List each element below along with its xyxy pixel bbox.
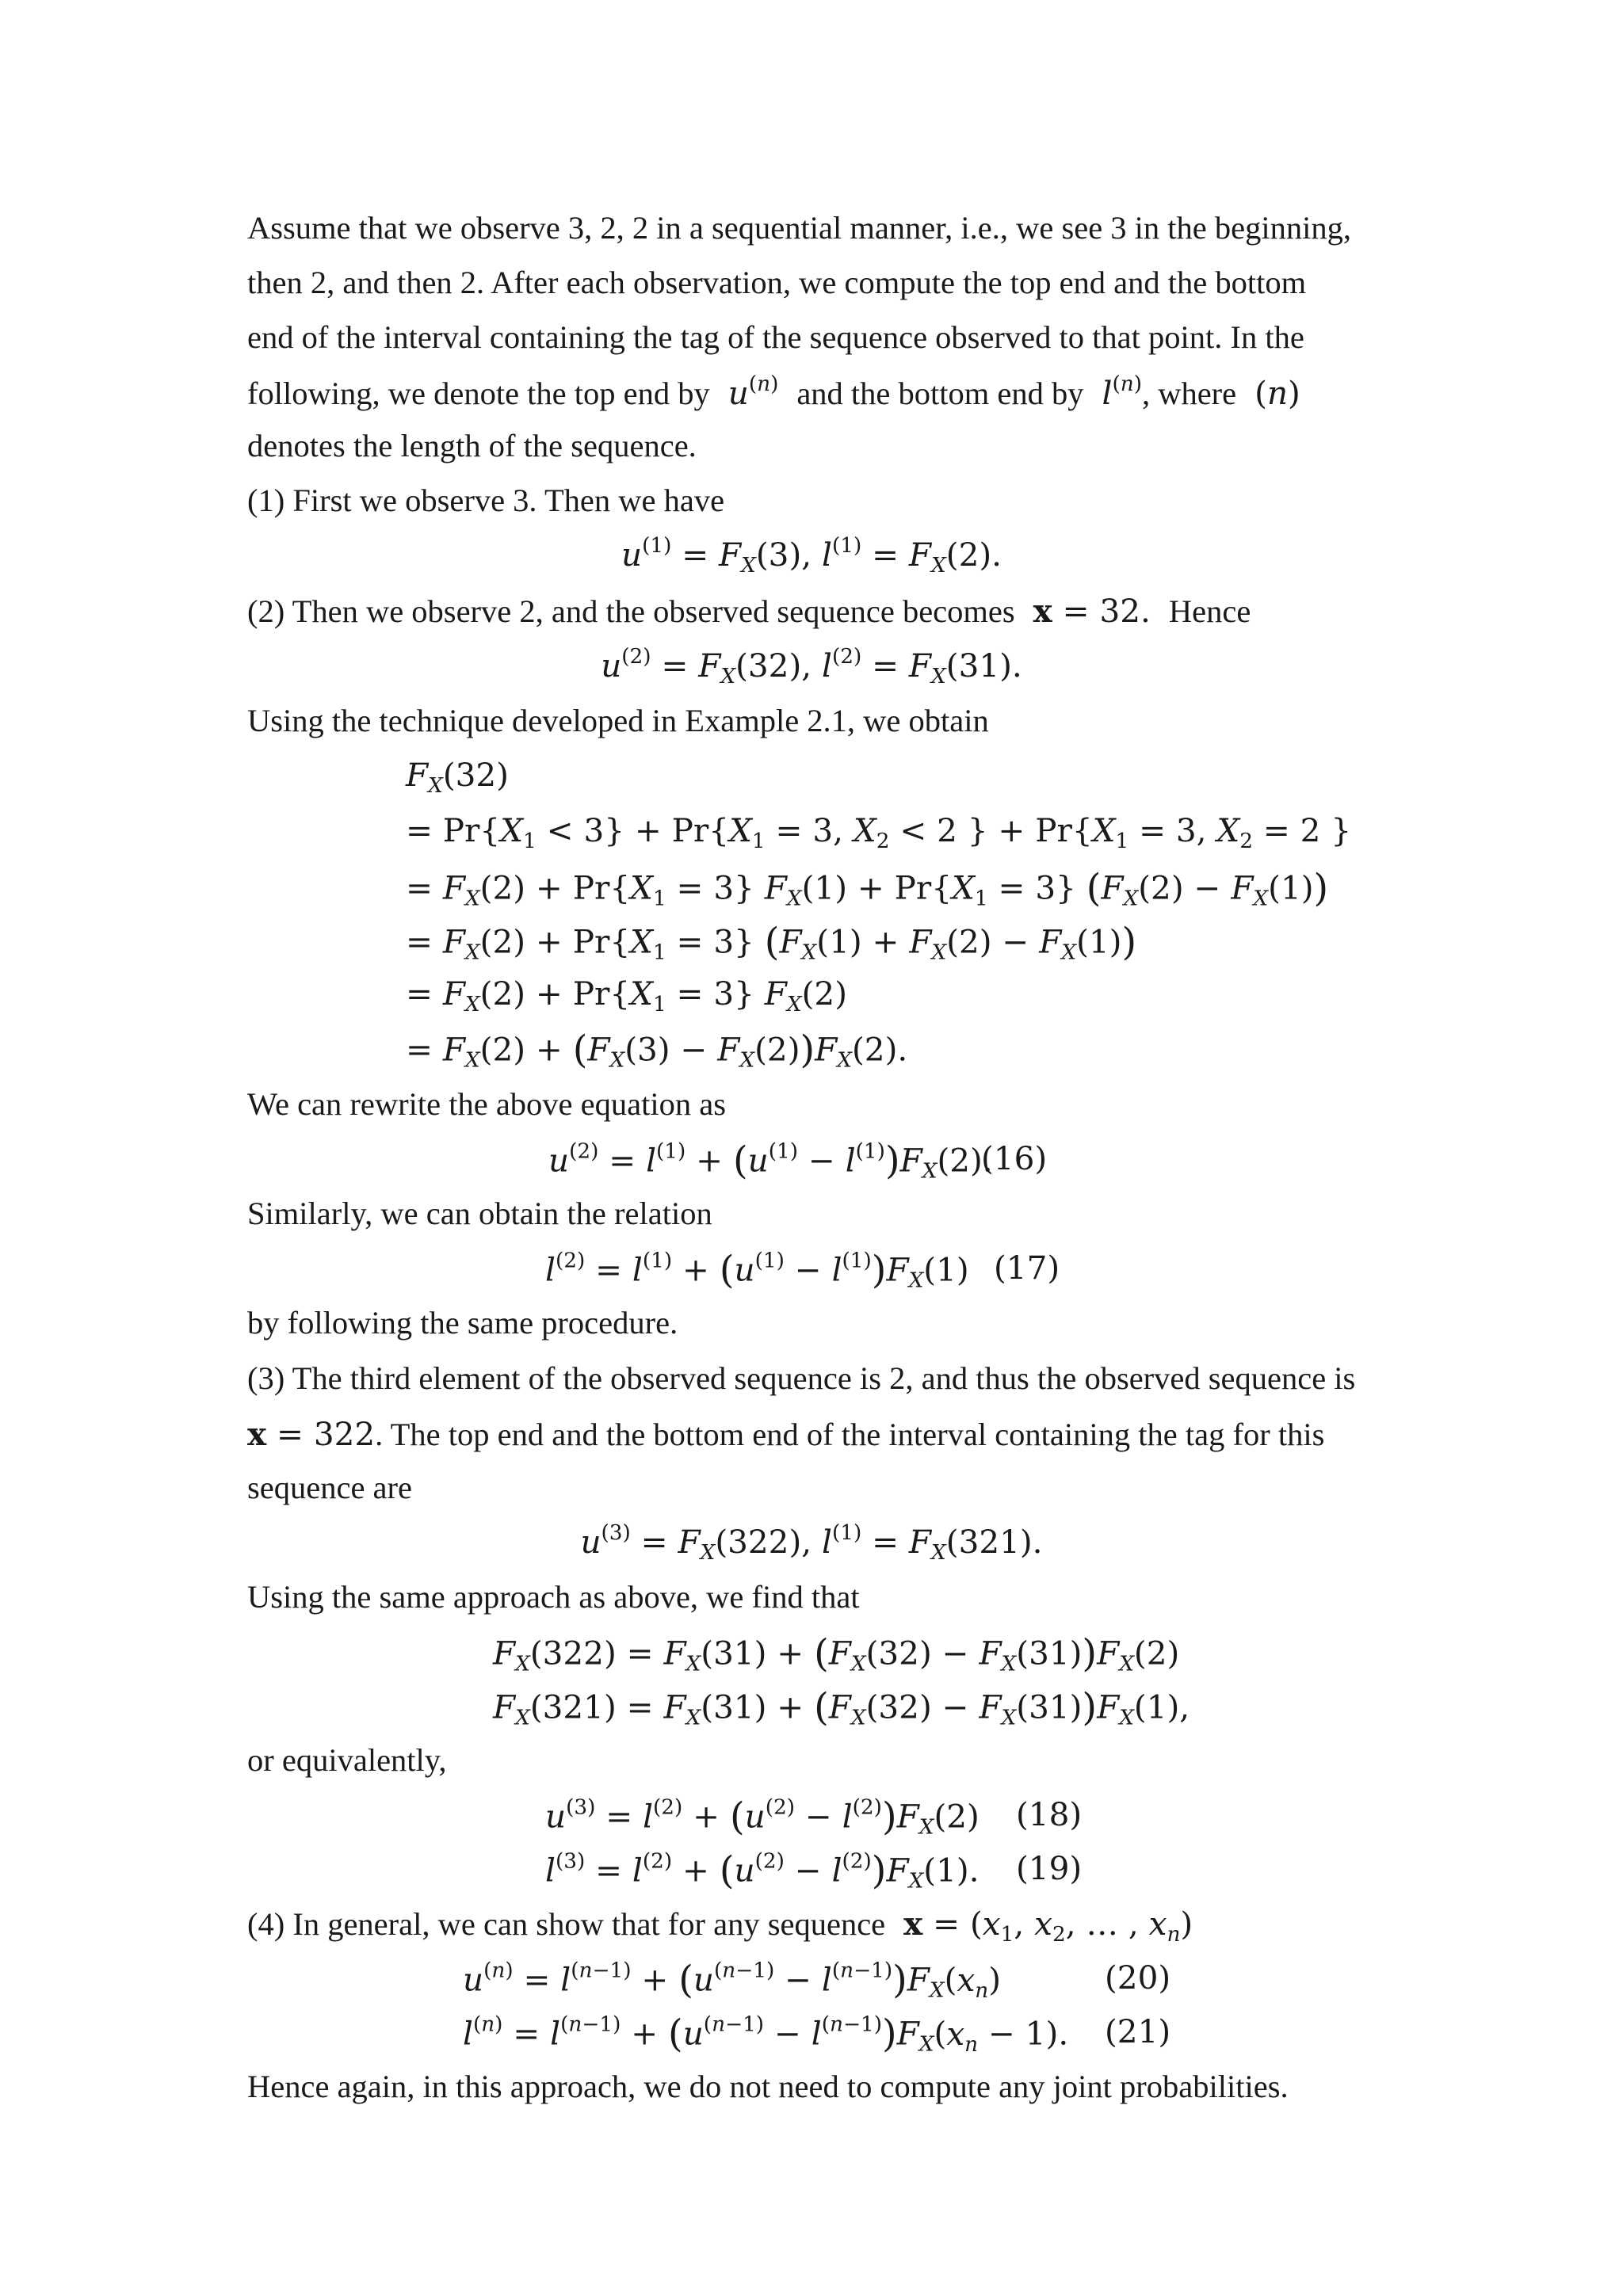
paragraph-line: end of the interval containing the tag of the sequence observed to that point. In the (247, 319, 1304, 355)
paragraph-line: Using the same approach as above, we find that (247, 1579, 860, 1615)
text-segment: following, we denote the top end by (247, 376, 710, 411)
paragraph-line: or equivalently, (247, 1742, 447, 1778)
equation: $F_X(322) = F_X(31) + (F_X(32) - F_X(31))F_X(2)$ (493, 1632, 1180, 1676)
math-inline: x = 32. (1033, 592, 1161, 630)
paragraph-line: Assume that we observe 3, 2, 2 in a sequential manner, i.e., we see 3 in the beginning, (247, 210, 1352, 246)
paragraph-line: Hence again, in this approach, we do not need to compute any joint probabilities. (247, 2069, 1289, 2104)
equation: $u^{(3)} = l^{(2)} + (u^{(2)} - l^{(2)})F_X(2)$ (545, 1795, 980, 1840)
paragraph-line: sequence are (247, 1470, 412, 1505)
equation: $l^{(n)} = l^{(n-1)} + (u^{(n-1)} - l^{(n-1)})F_X(x_n - 1)$. (463, 2012, 1069, 2057)
math-inline: $x = (x_1$, $x_2$, … , $x_n$) (903, 1905, 1193, 1947)
equation: $l^{(2)} = l^{(1)} + (u^{(1)} - l^{(1)})F_X(1)$ (545, 1249, 969, 1293)
equation: = $F_X(2) + Pr\{X_1 = 3\} F_X(1) + Pr\{X_1 = 3\} (F_X(2) - F_X(1))$ (406, 867, 1329, 911)
equation: $u^{(2)} = l^{(1)} + (u^{(1)} - l^{(1)})F_X(2)$. (548, 1139, 993, 1184)
paragraph-line: then 2, and then 2. After each observation, we compute the top end and the bottom (247, 265, 1307, 300)
paragraph-line: We can rewrite the above equation as (247, 1086, 726, 1122)
equation: $l^{(3)} = l^{(2)} + (u^{(2)} - l^{(2)})F_X(1)$. (545, 1849, 980, 1894)
text-segment: . The top end and the bottom end of the interval containing the tag for this (375, 1417, 1325, 1452)
text-segment: Hence (1168, 593, 1251, 629)
text-segment: and the bottom end by (796, 376, 1084, 411)
math-inline: x = 322 (247, 1415, 376, 1453)
equation: = $F_X(2) + Pr\{X_1 = 3\} (F_X(1) + F_X(2) - F_X(1))$ (406, 921, 1137, 965)
paragraph-line: by following the same procedure. (247, 1305, 678, 1341)
equation: = $F_X(2) + (F_X(3) - F_X(2))F_X(2)$. (406, 1028, 908, 1073)
paragraph-line-with-math (247, 1415, 1325, 1453)
equation: = $Pr\{X_1 < 3\} + Pr\{X_1 = 3$, $X_2 < 2$ } + $Pr\{X_1 = 3$, $X_2 = 2$ } (406, 811, 1352, 853)
equation: $F_X(321) = F_X(31) + (F_X(32) - F_X(31))F_X(1)$, (493, 1686, 1190, 1730)
text-segment: (4) In general, we can show that for any sequence (247, 1906, 886, 1942)
equation-number: (17) (994, 1249, 1060, 1287)
step-heading (247, 1905, 1193, 1947)
paragraph-line-with-math (247, 372, 1300, 412)
paragraph-line: denotes the length of the sequence. (247, 428, 697, 463)
equation: $u^{(n)} = l^{(n-1)} + (u^{(n-1)} - l^{(n-1)})F_X(x_n)$ (463, 1958, 1002, 2003)
equation: $u^{(2)} = F_X(32)$, $l^{(2)} = F_X(31)$. (601, 644, 1022, 688)
equation-number: (20) (1105, 1958, 1171, 1997)
equation: $u^{(1)} = F_X(3)$, $l^{(1)} = F_X(2)$. (621, 533, 1002, 578)
equation: $u^{(3)} = F_X(322)$, $l^{(1)} = F_X(321)$. (580, 1520, 1043, 1565)
math-inline: $u^{(n)}$ (727, 372, 779, 412)
text-segment: , where (1141, 376, 1237, 411)
equation-number: (18) (1016, 1795, 1083, 1833)
equation-number: (16) (981, 1139, 1048, 1177)
step-heading: (1) First we observe 3. Then we have (247, 482, 725, 518)
text-segment: (2) Then we observe 2, and the observed sequence becomes (247, 593, 1015, 629)
step-heading: (3) The third element of the observed sequence is 2, and thus the observed sequence is (247, 1360, 1356, 1396)
paragraph-line: Using the technique developed in Example 2.1, we obtain (247, 703, 989, 738)
equation-number: (21) (1105, 2012, 1171, 2050)
equation: $F_X(32)$ (406, 756, 509, 798)
equation-number: (19) (1016, 1849, 1083, 1887)
math-inline: (n) (1244, 374, 1300, 412)
paragraph-line: Similarly, we can obtain the relation (247, 1196, 712, 1231)
step-heading (247, 592, 1251, 630)
math-inline: $l^{(n)}$ (1102, 372, 1142, 412)
equation: = $F_X(2) + Pr\{X_1 = 3\}$ $F_X(2)$ (406, 974, 847, 1016)
